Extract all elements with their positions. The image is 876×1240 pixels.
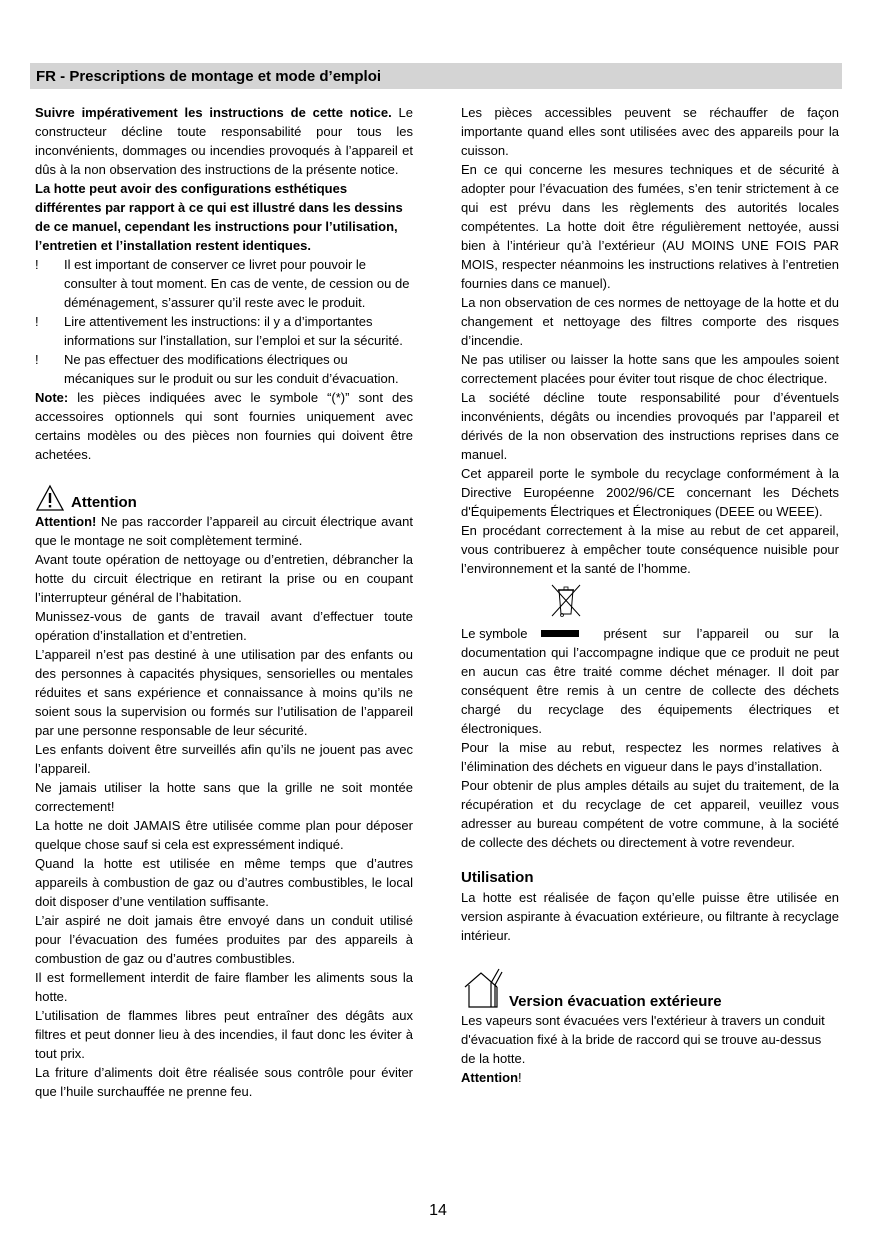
- bullet-item: ! Ne pas effectuer des modifications électriques ou mécaniques sur le produit ou sur les conduit d’évacuation.: [35, 352, 399, 386]
- paragraph: En procédant correctement à la mise au rebut de cet appareil, vous contribuerez à empêcher toute conséquence nuisible pour l’environnement et la santé de l’homme.: [461, 523, 839, 576]
- intro-paragraph: Suivre impérativement les instructions de cette notice. Le constructeur décline toute responsabilité pour tous les inconvénients, dommages ou incendies provoqués à l’appareil et dûs à la non observation des instructions de la présente notice.: [35, 105, 413, 177]
- bullet-item: ! Il est important de conserver ce livret pour pouvoir le consulter à tout moment. En cas de vente, de cession ou de déménagement, s’assurer qu’il reste avec le produit.: [35, 257, 410, 310]
- paragraph: Munissez-vous de gants de travail avant d’effectuer toute opération d’installation et d’entretien.: [35, 609, 413, 643]
- paragraph: Les enfants doivent être surveillés afin qu’ils ne jouent pas avec l’appareil.: [35, 742, 413, 776]
- version-paragraph: Les vapeurs sont évacuées vers l'extérieur à travers un conduit d'évacuation fixé à la bride de raccord qui se trouve au-dessus de la hotte.: [461, 1013, 825, 1066]
- paragraph: La société décline toute responsabilité pour d’éventuels inconvénients, dégâts ou incendies provoqués par l’appareil et dérivés de la non observation des instructions reprises dans ce manuel.: [461, 390, 839, 462]
- black-bar-icon: [541, 630, 579, 637]
- paragraph: Les pièces accessibles peuvent se réchauffer de façon importante quand elles sont utilisées avec des appareils pour la cuisson.: [461, 105, 839, 158]
- exclamation-icon: !: [35, 352, 39, 367]
- attention-end: Attention!: [461, 1070, 522, 1085]
- paragraph: La non observation de ces normes de nettoyage de la hotte et du changement et nettoyage des filtres comporte des risques d’incendie.: [461, 295, 839, 348]
- paragraph: Ne pas utiliser ou laisser la hotte sans que les ampoules soient correctement placées pour éviter tout risque de choc électrique.: [461, 352, 839, 386]
- paragraph: Il est formellement interdit de faire flamber les aliments sous la hotte.: [35, 970, 413, 1004]
- section-header: [30, 63, 842, 89]
- attention-paragraph: Attention! Ne pas raccorder l’appareil au circuit électrique avant que le montage ne soit complètement terminé.: [35, 514, 413, 548]
- warning-triangle-icon: [35, 484, 65, 512]
- configuration-notice: La hotte peut avoir des configurations esthétiques différentes par rapport à ce qui est illustré dans les dessins de ce manuel, cependant les instructions pour l’utilisation, l’entretien et l’installation restent identiques.: [35, 181, 403, 253]
- crossed-bin-icon: [549, 582, 583, 618]
- right-column: [461, 103, 839, 1087]
- paragraph: Quand la hotte est utilisée en même temps que d’autres appareils à combustion de gaz ou d’autres combustibles, le local doit disposer d’une ventilation suffisante.: [35, 856, 413, 909]
- weee-symbol: [461, 582, 839, 618]
- symbol-line: Le symbole présent sur l’appareil ou sur la: [461, 626, 839, 641]
- exclamation-icon: !: [35, 257, 39, 272]
- utilisation-heading: Utilisation: [461, 868, 534, 886]
- attention-title: Attention: [71, 494, 137, 511]
- paragraph: L’air aspiré ne doit jamais être envoyé dans un conduit utilisé pour l’évacuation des fumées produites par des appareils à combustion de gaz ou d’autres combustibles.: [35, 913, 413, 966]
- paragraph: Ne jamais utiliser la hotte sans que la grille ne soit montée correctement!: [35, 780, 413, 814]
- paragraph: La hotte ne doit JAMAIS être utilisée comme plan pour déposer quelque chose sauf si cela est expressément indiqué.: [35, 818, 413, 852]
- paragraph: Pour obtenir de plus amples détails au sujet du traitement, de la récupération et du recyclage de cet appareil, veuillez vous adresser au bureau compétent de votre commune, à la société de collecte des déchets ou directement à votre revendeur.: [461, 778, 839, 850]
- note-paragraph: Note: les pièces indiquées avec le symbole “(*)” sont des accessoires optionnels qui sont fournies uniquement avec certains modèles ou des pièces non fournies qui doivent être achetées.: [35, 390, 413, 462]
- paragraph: L’appareil n’est pas destiné à une utilisation par des enfants ou des personnes à capacités physiques, sensorielles ou mentales réduites et sans expérience et connaissance à moins qu’ils ne soient sous la supervision ou formés sur l’utilisation de l’appareil par une personne responsable de leur sécurité.: [35, 647, 413, 738]
- version-heading: Version évacuation extérieure: [461, 963, 839, 1011]
- paragraph: Cet appareil porte le symbole du recyclage conformément à la Directive Européenne 2002/96/CE concernant les Déchets d'Équipements Électriques et Électroniques (DEEE ou WEEE).: [461, 466, 839, 519]
- attention-heading: [35, 478, 413, 512]
- paragraph: En ce qui concerne les mesures techniques et de sécurité à adopter pour l’évacuation des fumées, s’en tenir strictement à ce qui est prévu dans les règlements des autorités locales compétentes. La hotte doit être régulièrement nettoyée, aussi bien à l’intérieur qu’à l’extérieur (AU MOINS UNE FOIS PAR MOIS, respecter néanmoins les instructions relatives à l’entretien fournies dans ce manuel).: [461, 162, 839, 291]
- section-title: FR - Prescriptions de montage et mode d’emploi: [36, 68, 382, 85]
- paragraph: La friture d’aliments doit être réalisée sous contrôle pour éviter que l’huile surchauffée ne prenne feu.: [35, 1065, 413, 1099]
- paragraph: Pour la mise au rebut, respectez les normes relatives à l’élimination des déchets en vigueur dans le pays d’installation.: [461, 740, 839, 774]
- utilisation-paragraph: La hotte est réalisée de façon qu’elle puisse être utilisée en version aspirante à évacuation extérieure, ou filtrante à recyclage intérieur.: [461, 890, 839, 943]
- paragraph: documentation qui l’accompagne indique que ce produit ne peut en aucun cas être traité comme déchet ménager. Il doit par conséquent être remis à un centre de collecte des déchets chargé du recyclage des équipements électriques et électroniques.: [461, 645, 839, 736]
- house-duct-icon: [461, 965, 505, 1011]
- paragraph: Avant toute opération de nettoyage ou d’entretien, débrancher la hotte du circuit électrique en retirant la prise ou en coupant l’interrupteur général de l’habitation.: [35, 552, 413, 605]
- bullet-item: ! Lire attentivement les instructions: il y a d’importantes informations sur l’installation, sur l’emploi et sur la sécurité.: [35, 314, 403, 348]
- exclamation-icon: !: [35, 314, 39, 329]
- paragraph: L’utilisation de flammes libres peut entraîner des dégâts aux filtres et peut donner lieu à des incendies, il faut donc les éviter à tout prix.: [35, 1008, 413, 1061]
- page-number: 14: [429, 1202, 447, 1219]
- left-column: [35, 103, 413, 1101]
